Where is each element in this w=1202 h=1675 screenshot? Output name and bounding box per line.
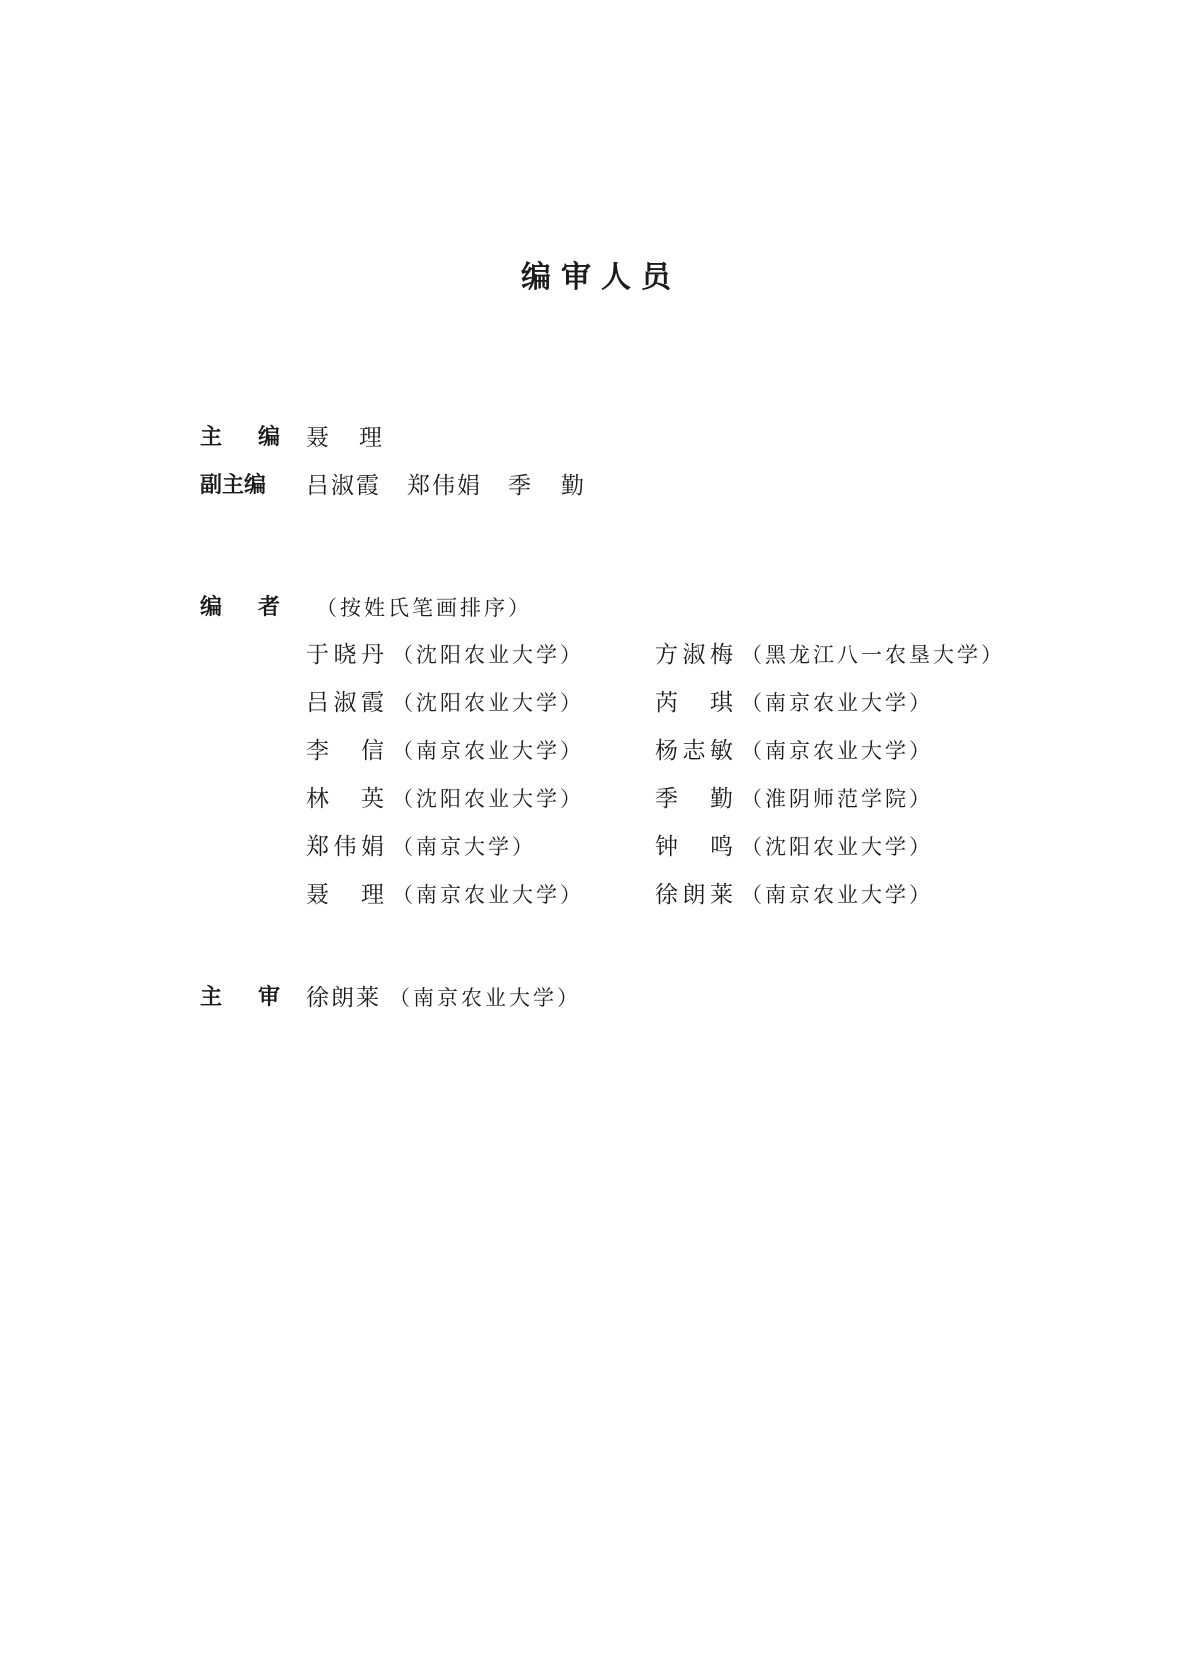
editor-name: 季勤 bbox=[655, 786, 733, 812]
editor-affiliation: （沈阳农业大学） bbox=[392, 643, 584, 667]
associate-editor-name: 郑伟娟 bbox=[407, 473, 482, 499]
editor-affiliation: （黑龙江八一农垦大学） bbox=[741, 643, 1005, 667]
editor-entry bbox=[655, 829, 933, 865]
editor-entry bbox=[306, 877, 584, 913]
editor-entry bbox=[306, 781, 584, 817]
editor-entry bbox=[655, 877, 933, 913]
editor-name: 钟鸣 bbox=[655, 834, 733, 860]
editor-name: 聂理 bbox=[306, 882, 384, 908]
editor-name: 吕淑霞 bbox=[306, 690, 384, 716]
editors-label: 编者 bbox=[200, 595, 280, 620]
page-title: 编审人员 bbox=[521, 260, 681, 295]
editor-affiliation: （南京农业大学） bbox=[741, 739, 933, 763]
editor-entry bbox=[655, 685, 933, 721]
chief-reviewer-name: 徐朗莱 bbox=[306, 985, 381, 1011]
editor-name: 杨志敏 bbox=[655, 738, 733, 764]
editor-entry bbox=[306, 685, 584, 721]
editor-name: 林英 bbox=[306, 786, 384, 812]
editor-entry bbox=[655, 733, 933, 769]
editor-affiliation: （南京农业大学） bbox=[741, 691, 933, 715]
associate-editors-label: 副主编 bbox=[200, 473, 267, 498]
editor-row bbox=[306, 733, 1086, 781]
editor-row bbox=[306, 829, 1086, 877]
editor-row bbox=[306, 877, 1086, 925]
editor-name: 方淑梅 bbox=[655, 642, 733, 668]
editor-row bbox=[306, 685, 1086, 733]
associate-editors-names bbox=[306, 468, 586, 504]
editor-row bbox=[306, 637, 1086, 685]
editor-affiliation: （南京农业大学） bbox=[741, 883, 933, 907]
editor-affiliation: （南京农业大学） bbox=[392, 883, 584, 907]
chief-reviewer-affiliation: （南京农业大学） bbox=[389, 986, 581, 1010]
chief-reviewer-label: 主审 bbox=[200, 985, 280, 1010]
editor-affiliation: （南京农业大学） bbox=[392, 739, 584, 763]
associate-editor-name: 吕淑霞 bbox=[306, 473, 381, 499]
editor-entry bbox=[306, 829, 536, 865]
editor-affiliation: （南京大学） bbox=[392, 835, 536, 859]
editor-name: 于晓丹 bbox=[306, 642, 384, 668]
editor-entry bbox=[306, 733, 584, 769]
editor-name: 李信 bbox=[306, 738, 384, 764]
editor-affiliation: （沈阳农业大学） bbox=[741, 835, 933, 859]
editor-name: 芮琪 bbox=[655, 690, 733, 716]
editor-row bbox=[306, 781, 1086, 829]
editors-list bbox=[306, 637, 1086, 925]
editor-name: 郑伟娟 bbox=[306, 834, 384, 860]
editor-entry bbox=[306, 637, 584, 673]
chief-editor-name-text: 聂理 bbox=[306, 425, 384, 451]
editor-entry bbox=[655, 781, 933, 817]
editors-sort-note: （按姓氏笔画排序） bbox=[316, 596, 532, 620]
chief-editor-name bbox=[306, 420, 384, 456]
editor-name: 徐朗莱 bbox=[655, 882, 733, 908]
editor-affiliation: （沈阳农业大学） bbox=[392, 691, 584, 715]
editor-affiliation: （沈阳农业大学） bbox=[392, 787, 584, 811]
editor-affiliation: （淮阴师范学院） bbox=[741, 787, 933, 811]
chief-reviewer-entry bbox=[306, 980, 581, 1016]
editor-entry bbox=[655, 637, 1005, 673]
chief-editor-label: 主编 bbox=[200, 425, 280, 450]
associate-editor-name: 季勤 bbox=[508, 473, 586, 499]
